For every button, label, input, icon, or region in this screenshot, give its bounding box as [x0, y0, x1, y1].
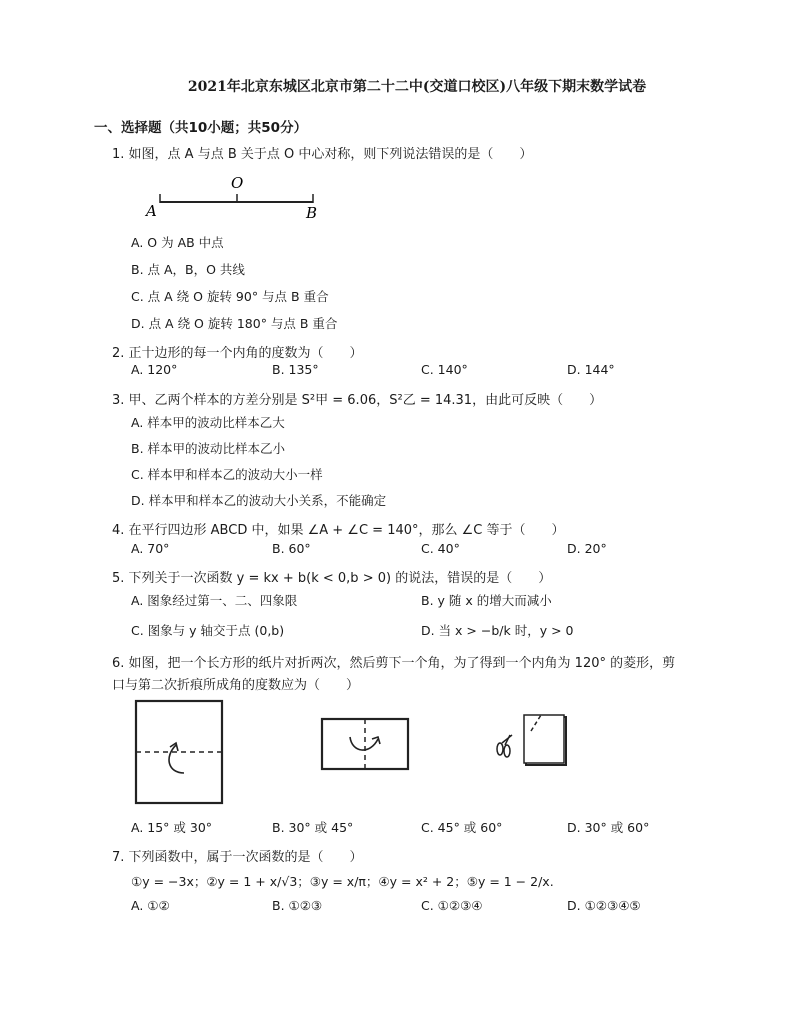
point-a-label: A [146, 202, 157, 220]
fold-figure-3 [497, 715, 566, 765]
q3-option-a[interactable]: A. 样本甲的波动比样本乙大 [131, 415, 285, 430]
q7-option-c[interactable]: C. ①②③④ [421, 898, 483, 913]
q5-option-c[interactable]: C. 图象与 y 轴交于点 (0,b) [131, 623, 285, 638]
scissors-icon [497, 735, 512, 757]
q7-option-a[interactable]: A. ①② [131, 898, 170, 913]
q7-function-list: ①y = −3x；②y = 1 + x/√3；③y = x/π；④y = x² + 2；⑤y = 1 − 2/x. [131, 874, 554, 889]
q3-option-b[interactable]: B. 样本甲的波动比样本乙小 [131, 441, 286, 456]
q1-option-d[interactable]: D. 点 A 绕 O 旋转 180° 与点 B 重合 [131, 316, 338, 331]
q2-option-a[interactable]: A. 120° [131, 362, 178, 377]
q1-segment-figure [140, 172, 330, 222]
q2-option-c[interactable]: C. 140° [421, 362, 468, 377]
q7-option-b[interactable]: B. ①②③ [272, 898, 323, 913]
q3-option-d[interactable]: D. 样本甲和样本乙的波动大小关系，不能确定 [131, 493, 387, 508]
q1-option-a[interactable]: A. O 为 AB 中点 [131, 235, 224, 250]
fold-figure-1 [136, 701, 222, 803]
q6-fold-figures [130, 697, 590, 809]
question-3-stem: 3. 甲、乙两个样本的方差分别是 S²甲 = 6.06，S²乙 = 14.31，由此可反映（ ） [112, 393, 603, 408]
q4-option-c[interactable]: C. 40° [421, 541, 460, 556]
section-heading: 一、选择题（共10小题；共50分） [94, 120, 308, 136]
q5-option-a[interactable]: A. 图象经过第一、二、四象限 [131, 593, 298, 608]
point-o-label: O [231, 174, 244, 192]
q5-option-b[interactable]: B. y 随 x 的增大而减小 [421, 593, 552, 608]
question-4-stem: 4. 在平行四边形 ABCD 中，如果 ∠A + ∠C = 140°，那么 ∠C 等于（ ） [112, 523, 565, 538]
fold-figure-2 [322, 719, 408, 769]
q1-option-c[interactable]: C. 点 A 绕 O 旋转 90° 与点 B 重合 [131, 289, 329, 304]
q4-option-a[interactable]: A. 70° [131, 541, 170, 556]
question-6-stem-line1: 6. 如图，把一个长方形的纸片对折两次，然后剪下一个角，为了得到一个内角为 120° 的菱形，剪 [112, 656, 676, 671]
exam-title: 2021年北京东城区北京市第二十二中(交道口校区)八年级下期末数学试卷 [187, 79, 647, 95]
q4-option-b[interactable]: B. 60° [272, 541, 311, 556]
point-b-label: B [306, 204, 318, 222]
q6-option-d[interactable]: D. 30° 或 60° [567, 820, 650, 835]
question-7-stem: 7. 下列函数中，属于一次函数的是（ ） [112, 850, 363, 865]
q6-option-b[interactable]: B. 30° 或 45° [272, 820, 354, 835]
question-1-stem: 1. 如图，点 A 与点 B 关于点 O 中心对称，则下列说法错误的是（ ） [112, 147, 533, 162]
question-6-stem-line2: 口与第二次折痕所成角的度数应为（ ） [112, 678, 360, 693]
q3-option-c[interactable]: C. 样本甲和样本乙的波动大小一样 [131, 467, 323, 482]
q5-option-d[interactable]: D. 当 x > −b/k 时，y > 0 [421, 623, 574, 638]
q6-option-a[interactable]: A. 15° 或 30° [131, 820, 213, 835]
q6-option-c[interactable]: C. 45° 或 60° [421, 820, 503, 835]
question-2-stem: 2. 正十边形的每一个内角的度数为（ ） [112, 346, 363, 361]
q4-option-d[interactable]: D. 20° [567, 541, 607, 556]
question-5-stem: 5. 下列关于一次函数 y = kx + b(k < 0,b > 0) 的说法，错误的是（ ） [112, 571, 552, 586]
q2-option-d[interactable]: D. 144° [567, 362, 615, 377]
q2-option-b[interactable]: B. 135° [272, 362, 319, 377]
q7-option-d[interactable]: D. ①②③④⑤ [567, 898, 641, 913]
q1-option-b[interactable]: B. 点 A，B，O 共线 [131, 262, 245, 277]
